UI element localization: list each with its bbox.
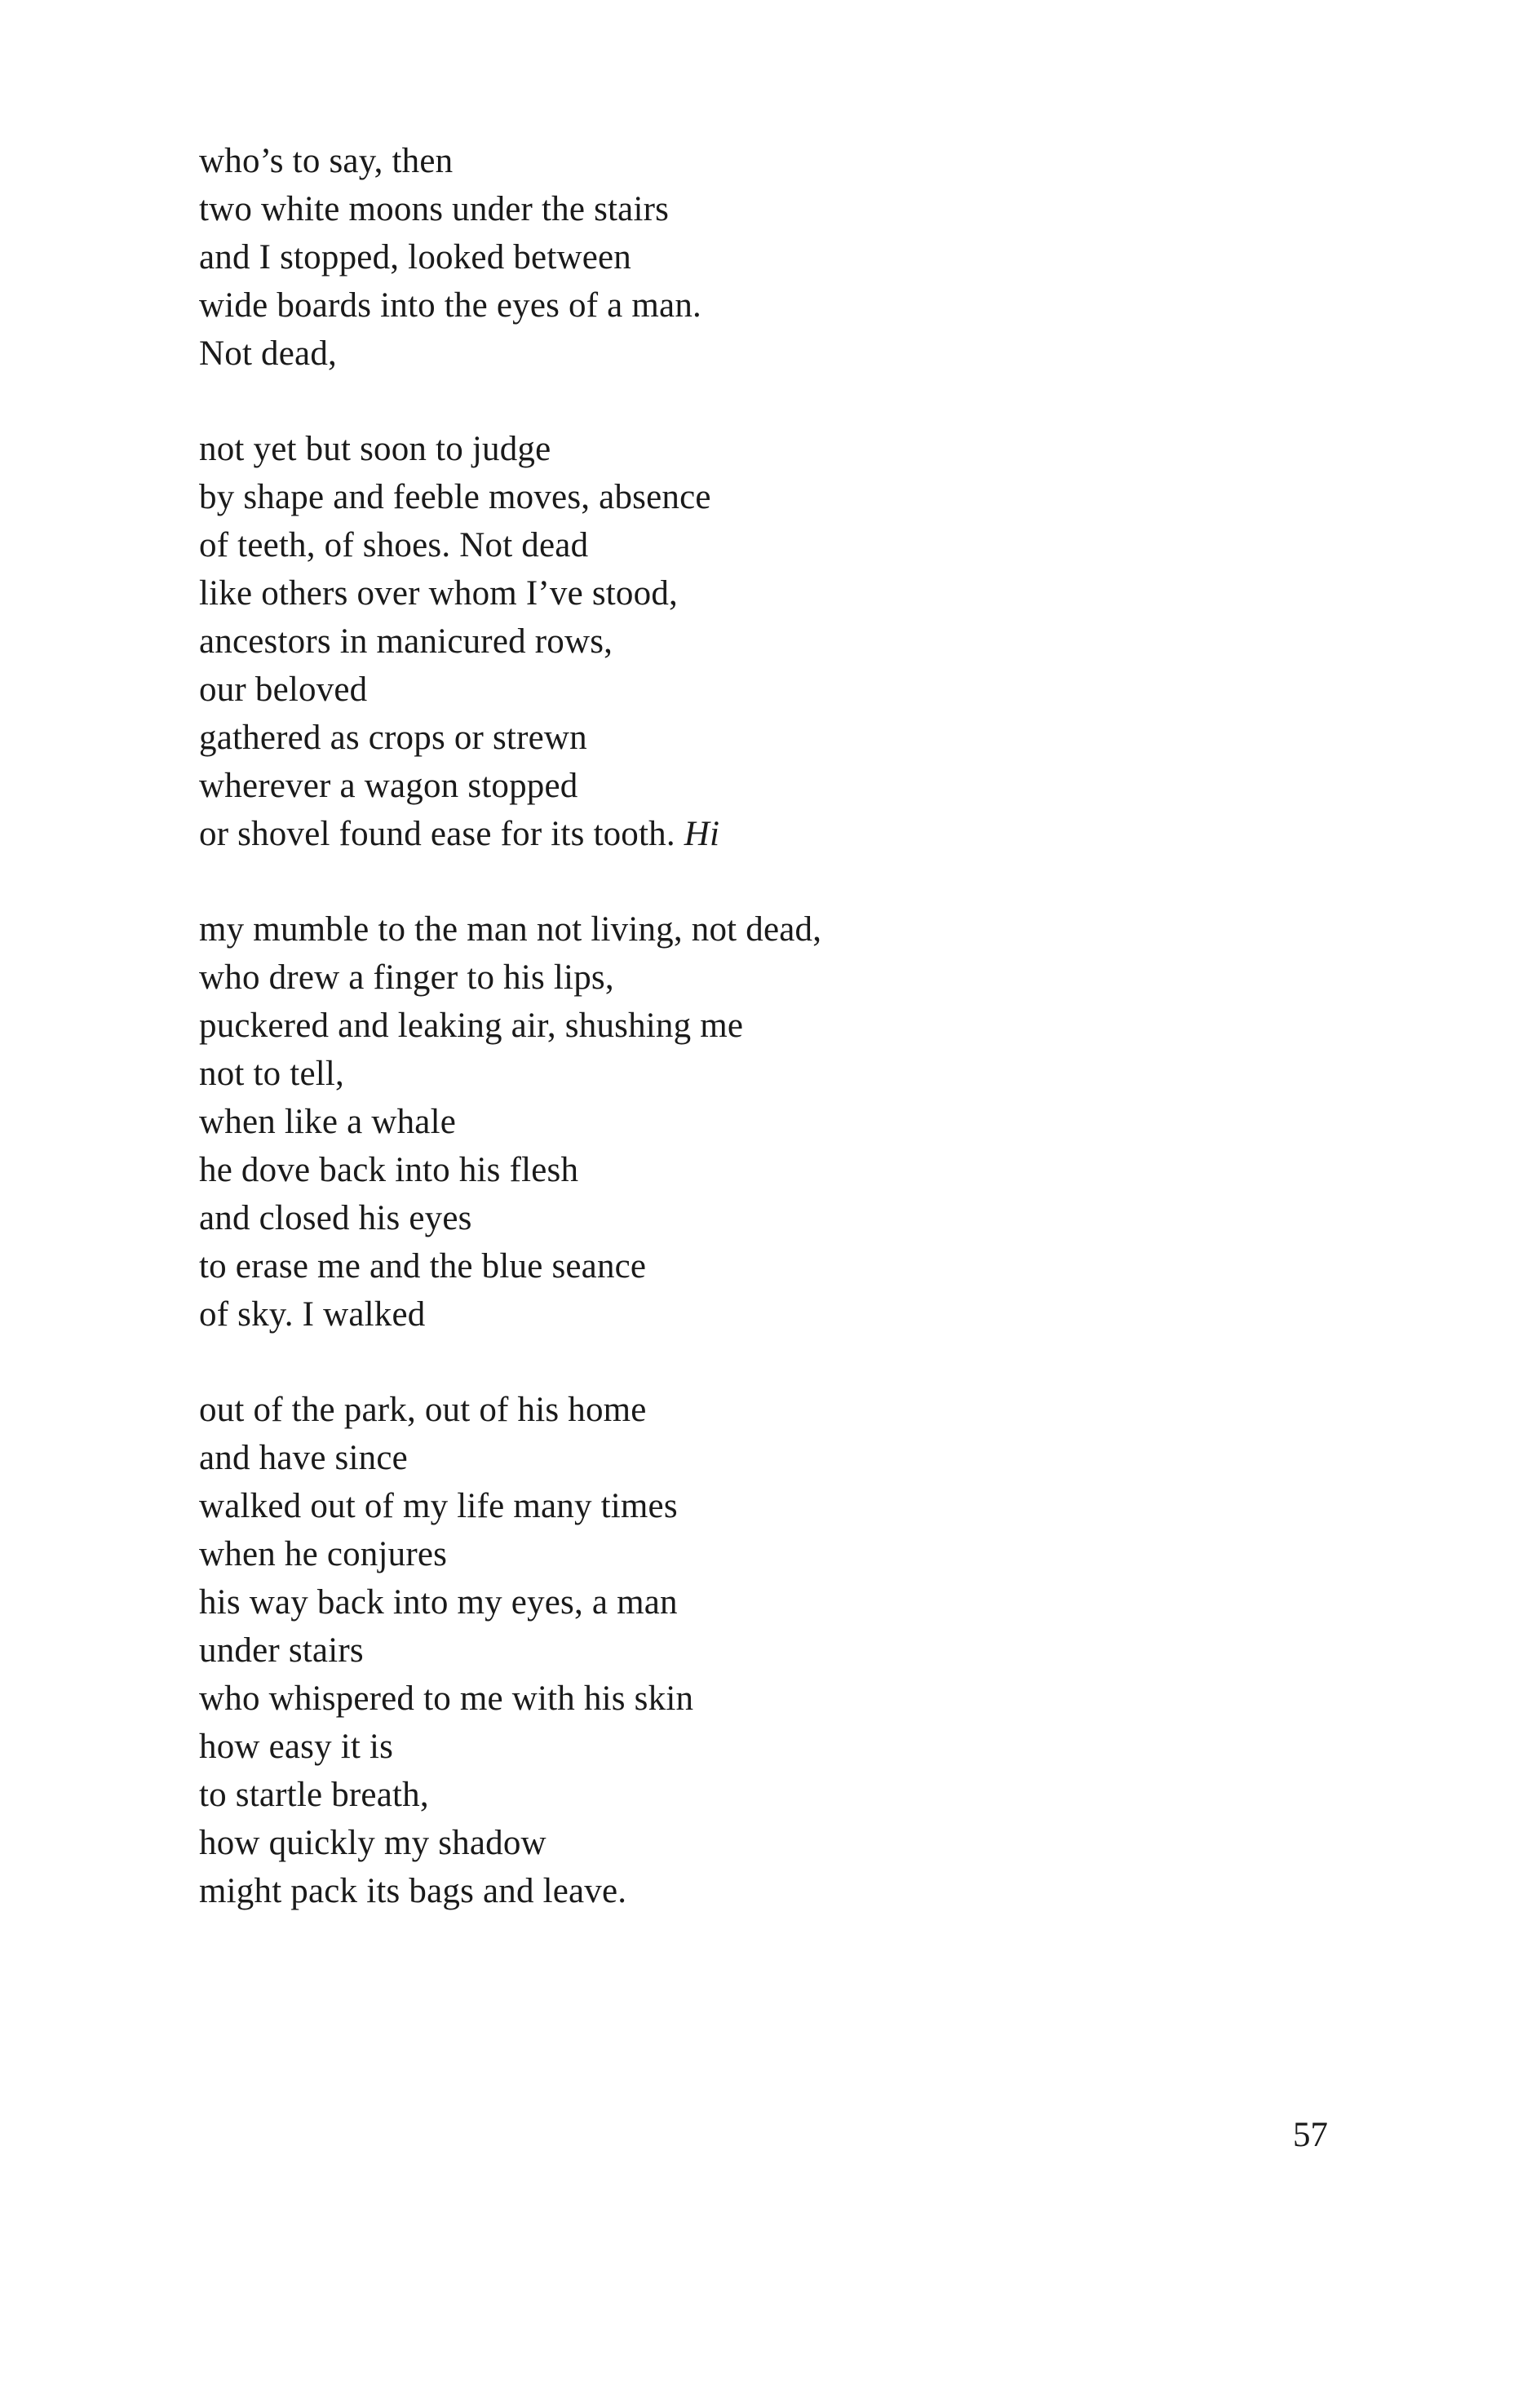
stanza-3 — [199, 905, 1341, 1339]
poem-line: his way back into my eyes, a man — [199, 1583, 678, 1622]
poem-line: puckered and leaking air, shushing me — [199, 1007, 744, 1045]
poem-line: of sky. I walked — [199, 1295, 426, 1334]
poem-line: not yet but soon to judge — [199, 430, 551, 468]
poem-line: wide boards into the eyes of a man. — [199, 286, 701, 325]
italic-word: Hi — [684, 815, 720, 853]
poem-line: out of the park, out of his home — [199, 1391, 647, 1429]
stanza-4 — [199, 1386, 1341, 1915]
poem-line: when like a whale — [199, 1103, 457, 1141]
poem-line: how easy it is — [199, 1728, 394, 1766]
poem-line: to erase me and the blue seance — [199, 1247, 647, 1286]
poem-line: by shape and feeble moves, absence — [199, 478, 711, 516]
poem-line: walked out of my life many times — [199, 1487, 678, 1525]
poem-line: and I stopped, looked between — [199, 238, 632, 277]
poem-line: he dove back into his flesh — [199, 1151, 579, 1189]
poem-line: might pack its bags and leave. — [199, 1872, 627, 1910]
poem-line: how quickly my shadow — [199, 1824, 547, 1862]
page-number: 57 — [1293, 2116, 1328, 2154]
poem-line: not to tell, — [199, 1055, 344, 1093]
stanza-2 — [199, 425, 1341, 858]
poem-line: under stairs — [199, 1631, 364, 1670]
poem-line: gathered as crops or strewn — [199, 719, 587, 757]
poem-line: and have since — [199, 1439, 408, 1477]
poem-line: like others over whom I’ve stood, — [199, 574, 678, 613]
poem-line: and closed his eyes — [199, 1199, 472, 1237]
poem-line: ancestors in manicured rows, — [199, 622, 613, 661]
stanza-1 — [199, 137, 1341, 378]
poem-line: two white moons under the stairs — [199, 190, 670, 228]
poem-line: when he conjures — [199, 1535, 448, 1573]
poem-line-with-italic — [199, 810, 1341, 858]
poem-line: my mumble to the man not living, not dead, — [199, 910, 822, 949]
poem-line-text: or shovel found ease for its tooth. — [199, 815, 684, 853]
poem-line: who drew a finger to his lips, — [199, 958, 614, 997]
poem-line: wherever a wagon stopped — [199, 767, 578, 805]
poem-line: to startle breath, — [199, 1776, 429, 1814]
poem-line: our beloved — [199, 670, 368, 709]
poem-line: who whispered to me with his skin — [199, 1679, 694, 1718]
poem-line: who’s to say, then — [199, 142, 454, 180]
poem — [199, 137, 1341, 1915]
poem-line: of teeth, of shoes. Not dead — [199, 526, 589, 564]
poem-line: Not dead, — [199, 334, 337, 373]
